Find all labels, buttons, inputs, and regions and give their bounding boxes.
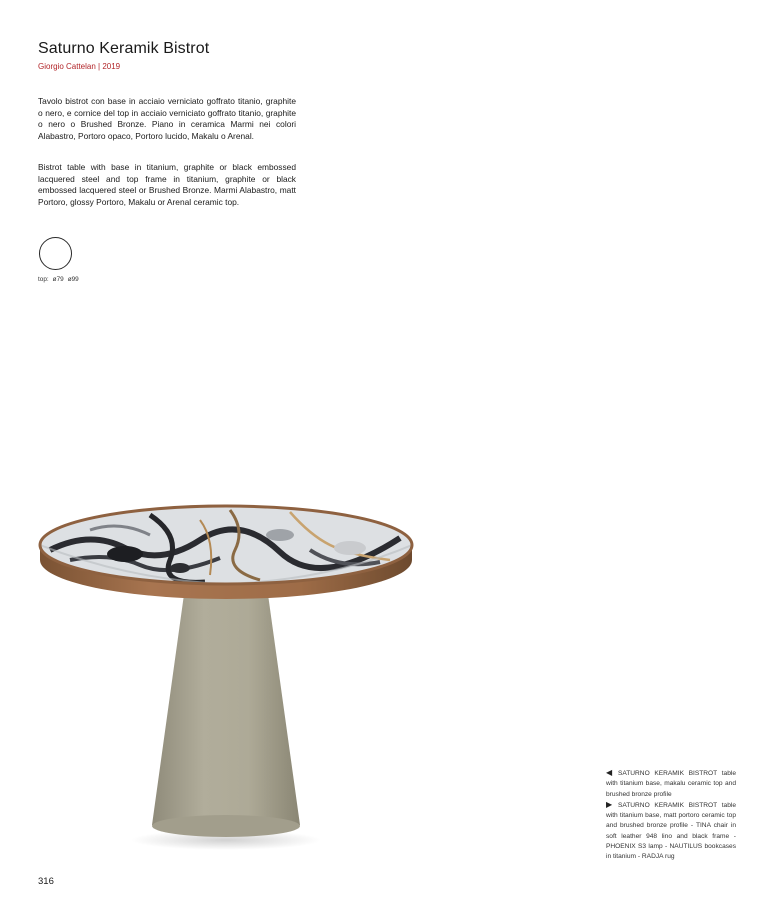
right-arrow-icon: ▶	[606, 799, 615, 809]
table-base	[152, 580, 300, 835]
round-bistrot-table-illustration	[30, 490, 420, 890]
size-prefix: top:	[38, 276, 49, 283]
size-option: ø79	[52, 276, 64, 283]
description-italian: Tavolo bistrot con base in acciaio verniciato goffrato titanio, graphite o nero, e cornice del top in acciaio verniciato goffrato titanio, graphite o nero o Brushed Bronze. Piano in ceramica Marmi nei colori Alabastro, Portoro opaco, Portoro lucido, Makalu o Arenal.	[38, 96, 296, 141]
caption-left	[606, 768, 736, 800]
image-caption	[606, 768, 736, 863]
designer-year: Giorgio Cattelan | 2019	[38, 62, 121, 71]
caption-left-text: SATURNO KERAMIK BISTROT table with titanium base, makalu ceramic top and brushed bronze profile	[606, 770, 736, 798]
page-title: Saturno Keramik Bistrot	[38, 40, 210, 57]
left-arrow-icon: ◀	[606, 768, 615, 777]
caption-right	[606, 800, 736, 863]
description-english: Bistrot table with base in titanium, graphite or black embossed lacquered steel and top frame in titanium, graphite or black embossed lacquered steel or Brushed Bronze. Marmi Alabastro, matt Portoro, glossy Portoro, Makalu or Arenal ceramic top.	[38, 162, 296, 207]
size-circle-icon	[39, 237, 72, 270]
page-number: 316	[38, 876, 54, 887]
base-foot	[152, 815, 300, 837]
caption-right-text: SATURNO KERAMIK BISTROT table with titanium base, matt portoro ceramic top and brushed bronze profile - TINA chair in soft leather 948 lino and black frame - PHOENIX S3 lamp - NAUTILUS bookcases in titanium - RADJA rug	[606, 801, 736, 861]
size-label	[38, 276, 83, 283]
size-option: ø99	[67, 276, 79, 283]
